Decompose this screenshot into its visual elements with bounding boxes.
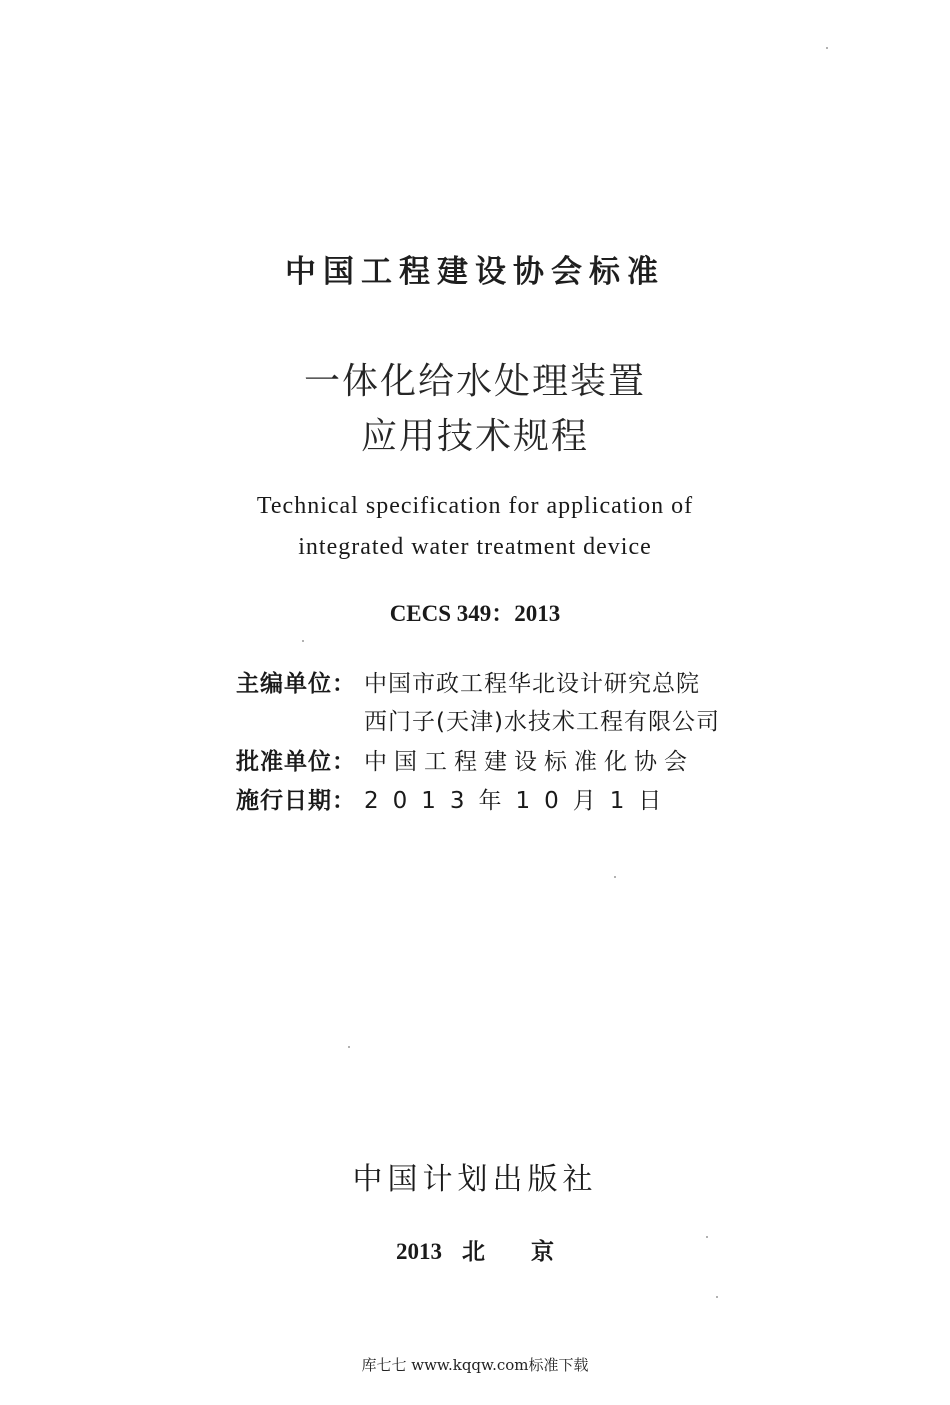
publication-year: 2013 <box>396 1239 442 1264</box>
standard-series: 中国工程建设协会标准 <box>285 254 665 290</box>
scan-speck <box>716 1296 718 1298</box>
scan-speck <box>302 640 304 642</box>
scan-speck <box>614 876 616 878</box>
standard-code: CECS 349：2013 <box>389 601 561 626</box>
approver-label: 批准单位： <box>236 749 356 775</box>
scan-speck <box>348 1046 350 1048</box>
publisher-name: 中国计划出版社 <box>352 1162 598 1197</box>
publication-city-part-1: 北 <box>462 1239 485 1265</box>
chief-editor-value-2: 西门子(天津)水技术工程有限公司 <box>364 709 720 735</box>
title-chinese-line-1: 一体化给水处理装置 <box>303 361 646 402</box>
publication-city-part-2: 京 <box>531 1239 554 1265</box>
approver-value: 中国工程建设标准化协会 <box>364 749 694 775</box>
scan-speck <box>826 47 828 49</box>
scan-speck <box>706 1236 708 1238</box>
chief-editor-row-1 <box>236 666 756 702</box>
publication-info <box>0 1234 950 1270</box>
chief-editor-value-1: 中国市政工程华北设计研究总院 <box>364 671 700 697</box>
download-watermark: 库七七 www.kqqw.com标准下载 <box>361 1356 589 1374</box>
title-english-line-2: integrated water treatment device <box>298 534 652 560</box>
title-chinese-line-2: 应用技术规程 <box>360 416 589 457</box>
effective-date-value: 2013年10月1日 <box>364 788 676 814</box>
chief-editor-label: 主编单位： <box>236 671 356 697</box>
effective-date-row <box>236 783 756 819</box>
effective-date-label: 施行日期： <box>236 788 356 814</box>
chief-editor-row-2 <box>236 704 756 740</box>
title-english-line-1: Technical specification for application of <box>256 493 694 519</box>
approver-row <box>236 744 756 780</box>
